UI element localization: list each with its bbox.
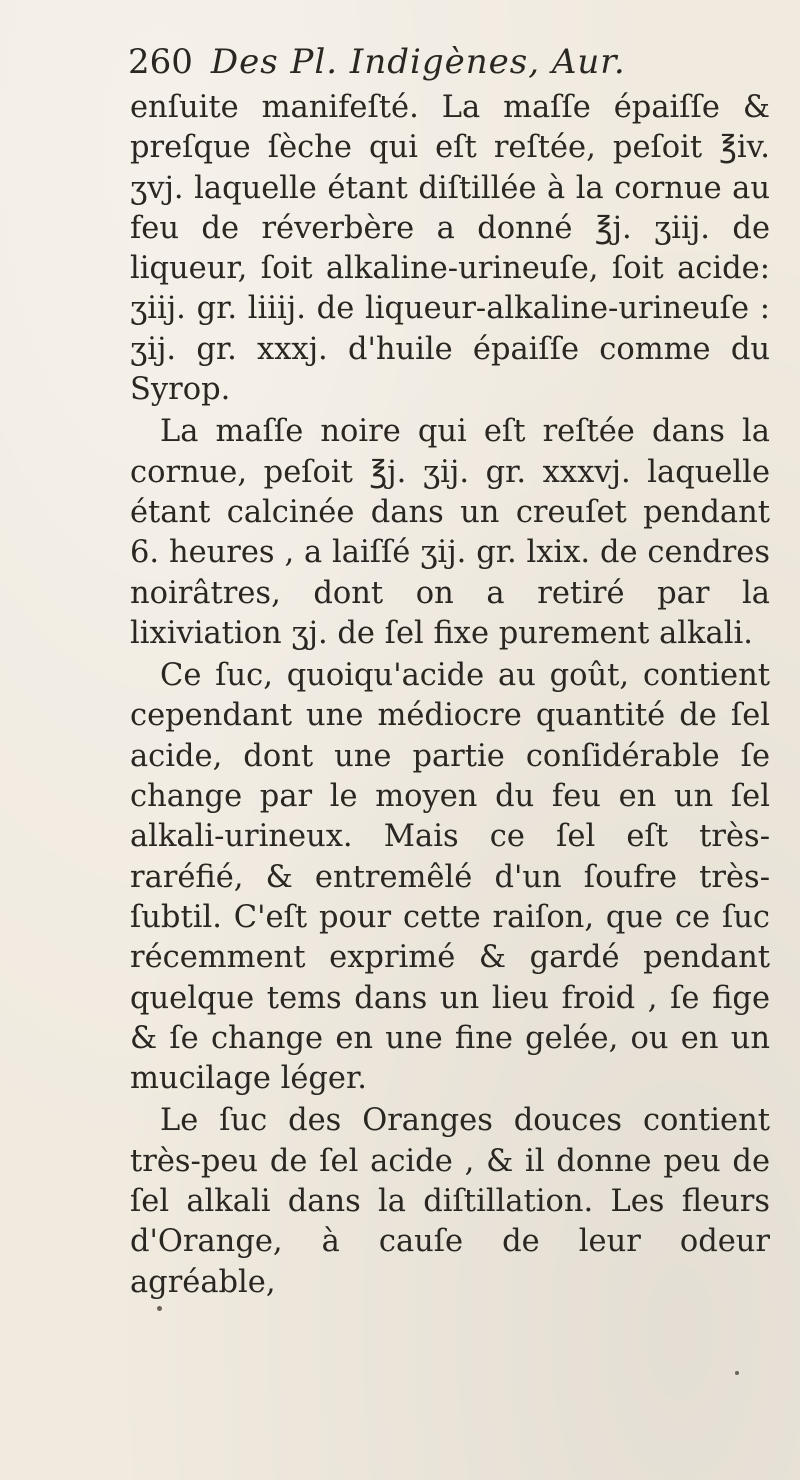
paragraph-1: enſuite manifeſté. La maſſe épaiſſe & preſque ſèche qui eſt reſtée, peſoit ℥iv. ʒvj. laquelle étant diſtillée à la cornue au feu de réverbère a donné ℥j. ʒiij. de liqueur, ſoit alkaline-urineuſe, ſoit acide: ʒiij. gr. liiij. de liqueur-alkaline-urineuſe : ʒij. gr. xxxj. d'huile épaiſſe comme du Syrop. xyxy=(130,90,770,408)
ink-speck xyxy=(735,1371,739,1375)
ink-speck xyxy=(157,1306,162,1311)
running-header xyxy=(128,36,768,88)
running-title: Des Pl. Indigènes, Aur. xyxy=(210,42,626,82)
body-text xyxy=(130,88,770,1303)
page-number: 260 xyxy=(128,42,193,82)
paragraph-4: Le ſuc des Oranges douces contient très-peu de ſel acide , & il donne peu de ſel alkali dans la diſtillation. Les fleurs d'Orange, à cauſe de leur odeur agréable, xyxy=(130,1103,770,1300)
paragraph-2: La maſſe noire qui eſt reſtée dans la cornue, peſoit ℥j. ʒij. gr. xxxvj. laquelle étant calcinée dans un creuſet pendant 6. heures , a laiſſé ʒij. gr. lxix. de cendres noirâtres, dont on a retiré par la lixiviation ʒj. de ſel fixe purement alkali. xyxy=(130,414,770,651)
paragraph-3: Ce ſuc, quoiqu'acide au goût, contient cependant une médiocre quantité de ſel acide, dont une partie conſidérable ſe change par le moyen du feu en un ſel alkali-urineux. Mais ce ſel eſt très-raréfié, & entremêlé d'un ſoufre très-ſubtil. C'eſt pour cette raiſon, que ce ſuc récemment exprimé & gardé pendant quelque tems dans un lieu froid , ſe fige & ſe change en une fine gelée, ou en un mucilage léger. xyxy=(130,658,770,1097)
